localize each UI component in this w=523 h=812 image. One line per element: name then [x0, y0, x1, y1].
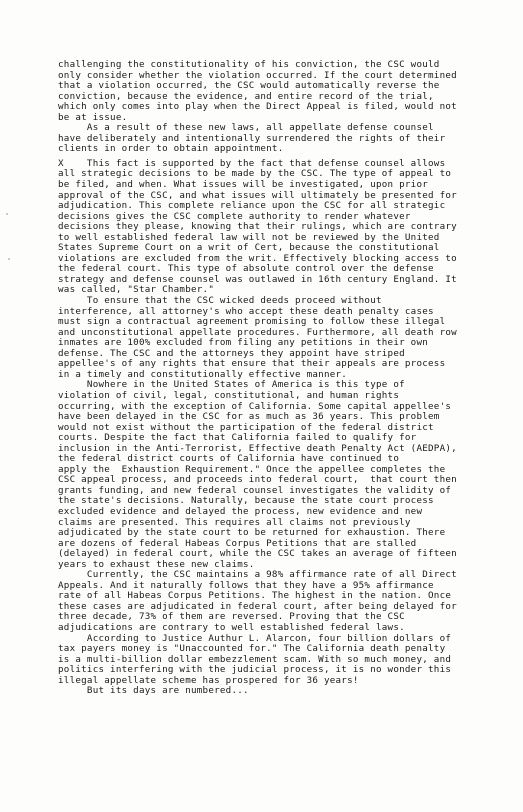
text-line: adjudication. This complete reliance upon the CSC for all strategic — [58, 200, 446, 212]
document-body — [58, 60, 488, 697]
text-line: was called, "Star Chamber." — [58, 284, 215, 296]
text-line: clients in order to obtain appointment. — [58, 143, 284, 155]
text-line: occurring, with the exception of California. Some capital appellee's — [58, 400, 452, 412]
text-line: the federal district courts of California have continued to — [58, 453, 400, 465]
text-line: is a multi-billion dollar embezzlement scam. With so much money, and — [58, 653, 452, 665]
text-line: politics interfering with the judicial process, it is no wonder this — [58, 664, 452, 676]
text-line: CSC appeal process, and proceeds into federal court, that court then — [58, 474, 457, 486]
text-line: the state's decisions. Naturally, because the state court process — [58, 495, 434, 507]
text-line: X This fact is supported by the fact that defense counsel allows — [58, 157, 446, 169]
text-line: which only comes into play when the Direct Appeal is filed, would not — [58, 101, 457, 113]
text-line: Nowhere in the United States of America is this type of — [58, 379, 405, 391]
text-line: inclusion in the Anti-Terrorist, Effective death Penalty Act (AEDPA), — [58, 442, 457, 454]
text-line: illegal appellate scheme has prospered for 36 years! — [58, 674, 359, 686]
text-line: are dozens of federal Habeas Corpus Petitions that are stalled — [58, 537, 417, 549]
text-line: have deliberately and intentionally surrendered the rights of their — [58, 132, 446, 144]
text-line: would not exist without the participation of the federal district — [58, 421, 434, 433]
text-line: must sign a contractual agreement promising to follow these illegal — [58, 316, 446, 328]
text-line: to well established federal law will not be reviewed by the United — [58, 231, 440, 243]
text-line: Currently, the CSC maintains a 98% affirmance rate of all Direct — [58, 569, 457, 581]
text-line: all strategic decisions to be made by the CSC. The type of appeal to — [58, 168, 452, 180]
text-line: According to Justice Authur L. Alarcon, four billion dollars of — [58, 632, 452, 644]
text-line: interference, all attorney's who accept these death penalty cases — [58, 305, 434, 317]
text-line: appellee's of any rights that ensure that their appeals are process — [58, 358, 446, 370]
text-line: violations are excluded from the writ. Effectively blocking access to — [58, 252, 457, 264]
text-line: years to exhaust these new claims. — [58, 558, 255, 570]
text-line: these cases are adjudicated in federal court, after being delayed for — [58, 600, 457, 612]
text-line: claims are presented. This requires all claims not previously — [58, 516, 411, 528]
text-line: strategy and defense counsel was outlawed in 16th century England. It — [58, 273, 457, 285]
text-line: excluded evidence and delayed the process, new evidence and new — [58, 505, 423, 517]
text-line: inmates are 100% excluded from filing any petitions in their own — [58, 337, 429, 349]
text-line: approval of the CSC, and what issues will ultimately be presented for — [58, 189, 457, 201]
text-line: grants funding, and new federal counsel investigates the validity of — [58, 484, 452, 496]
text-line: But its days are numbered... — [58, 685, 249, 697]
text-line: decisions they please, knowing that their rulings, which are contrary — [58, 221, 457, 233]
text-line: only consider whether the violation occurred. If the court determined — [58, 69, 457, 81]
text-line: and unconstitutional appellate procedures. Furthermore, all death row — [58, 326, 457, 338]
text-line: have been delayed in the CSC for as much as 36 years. This problem — [58, 411, 440, 423]
text-line: decisions gives the CSC complete authority to render whatever — [58, 210, 411, 222]
text-line: (delayed) in federal court, while the CSC takes an average of fifteen — [58, 548, 457, 560]
text-line: violation of civil, legal, constitutional, and human rights — [58, 389, 400, 401]
scan-speck — [6, 213, 8, 215]
text-line: be at issue. — [58, 111, 128, 123]
text-line: To ensure that the CSC wicked deeds proceed without — [58, 295, 382, 307]
text-line: in a timely and constitutionally effective manner. — [58, 368, 348, 380]
text-line: defense. The CSC and the attorneys they appoint have striped — [58, 347, 405, 359]
text-line: be filed, and when. What issues will be investigated, upon prior — [58, 179, 429, 191]
text-line: three decade, 73% of them are reversed. Proving that the CSC — [58, 611, 405, 623]
scan-speck — [8, 258, 10, 260]
text-line: As a result of these new laws, all appellate defense counsel — [58, 122, 434, 134]
text-line: rate of all Habeas Corpus Petitions. The highest in the nation. Once — [58, 590, 452, 602]
text-line: apply the Exhaustion Requirement." Once the appellee completes the — [58, 463, 446, 475]
text-line: tax payers money is "Unaccounted for." The California death penalty — [58, 643, 446, 655]
text-line: conviction, because the evidence, and entire record of the trial, — [58, 90, 434, 102]
text-line: adjudicated by the state court to be returned for exhaustion. There — [58, 527, 446, 539]
text-line: Appeals. And it naturally follows that they have a 95% affirmance — [58, 579, 434, 591]
text-line: challenging the constitutionality of his conviction, the CSC would — [58, 59, 440, 70]
text-line: that a violation occurred, the CSC would automatically reverse the — [58, 80, 440, 92]
text-line: States Supreme Court on a writ of Cert, because the constitutional — [58, 242, 440, 254]
text-line: adjudications are contrary to well established federal laws. — [58, 621, 405, 633]
text-line: the federal court. This type of absolute control over the defense — [58, 263, 434, 275]
text-line: courts. Despite the fact that California failed to qualify for — [58, 432, 417, 444]
